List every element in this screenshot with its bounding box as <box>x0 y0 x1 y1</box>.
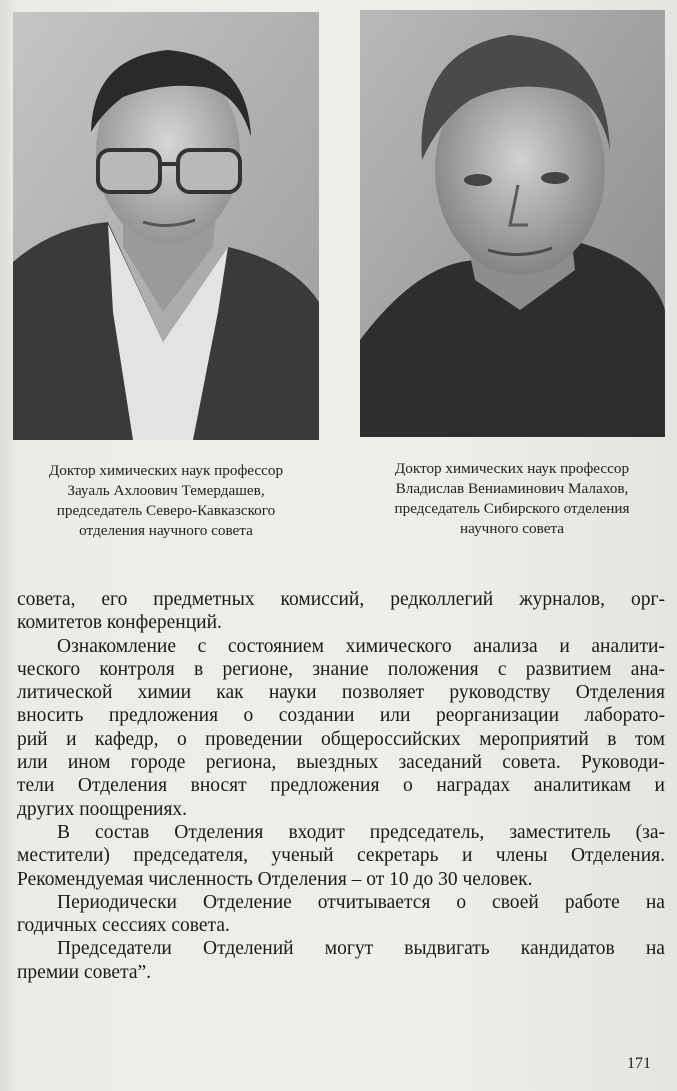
portrait-photo-icon <box>13 12 319 440</box>
caption-line: научного совета <box>459 520 564 537</box>
page-number: 171 <box>627 1055 651 1072</box>
text-line: В состав Отделения входит председатель, заместитель (за- <box>57 821 665 843</box>
text-line: тели Отделения вносят предложения о наградах аналитикам и <box>17 775 665 797</box>
text-line: вносить предложения о создании или реорганизации лаборато- <box>17 705 665 727</box>
portrait-photo-icon <box>360 10 665 437</box>
text-line: рий и кафедр, о проведении общероссийских мероприятий в том <box>17 728 665 750</box>
caption-line: Доктор химических наук профессор <box>48 462 284 479</box>
text-line: годичных сессиях совета. <box>17 915 230 937</box>
text-line: ческого контроля в регионе, знание положения с развитием ана- <box>17 658 665 680</box>
caption-right <box>353 459 671 539</box>
text-line: Ознакомление с состоянием химического анализа и аналити- <box>57 635 665 657</box>
text-line: комитетов конференций. <box>17 612 222 634</box>
text-line: других поощрениях. <box>17 798 188 820</box>
text-line: премии совета”. <box>17 961 152 983</box>
text-line: Председатели Отделений могут выдвигать кандидатов на <box>57 938 665 960</box>
caption-line: Зауаль Ахлоович Темердашев, <box>67 482 265 499</box>
text-line: или ином городе региона, выездных заседаний совета. Руководи- <box>17 752 665 774</box>
text-line: местители) председателя, ученый секретарь и члены Отделения. <box>17 845 665 867</box>
text-line: Периодически Отделение отчитывается о своей работе на <box>57 891 665 913</box>
caption-line: Владислав Вениаминович Малахов, <box>395 480 629 497</box>
portrait-photo-left <box>13 12 319 440</box>
caption-line: Доктор химических наук профессор <box>394 460 630 477</box>
text-line: литической химии как науки позволяет руководству Отделения <box>17 682 665 704</box>
text-line: Рекомендуемая численность Отделения – от 10 до 30 человек. <box>17 868 533 890</box>
caption-line: отделения научного совета <box>79 522 253 539</box>
body-text <box>17 588 665 984</box>
portrait-photo-right <box>360 10 665 437</box>
caption-left <box>8 461 324 541</box>
caption-line: председатель Северо-Кавказского <box>56 502 276 519</box>
caption-line: председатель Сибирского отделения <box>394 500 630 517</box>
text-line: совета, его предметных комиссий, редколлегий журналов, орг- <box>17 589 665 610</box>
